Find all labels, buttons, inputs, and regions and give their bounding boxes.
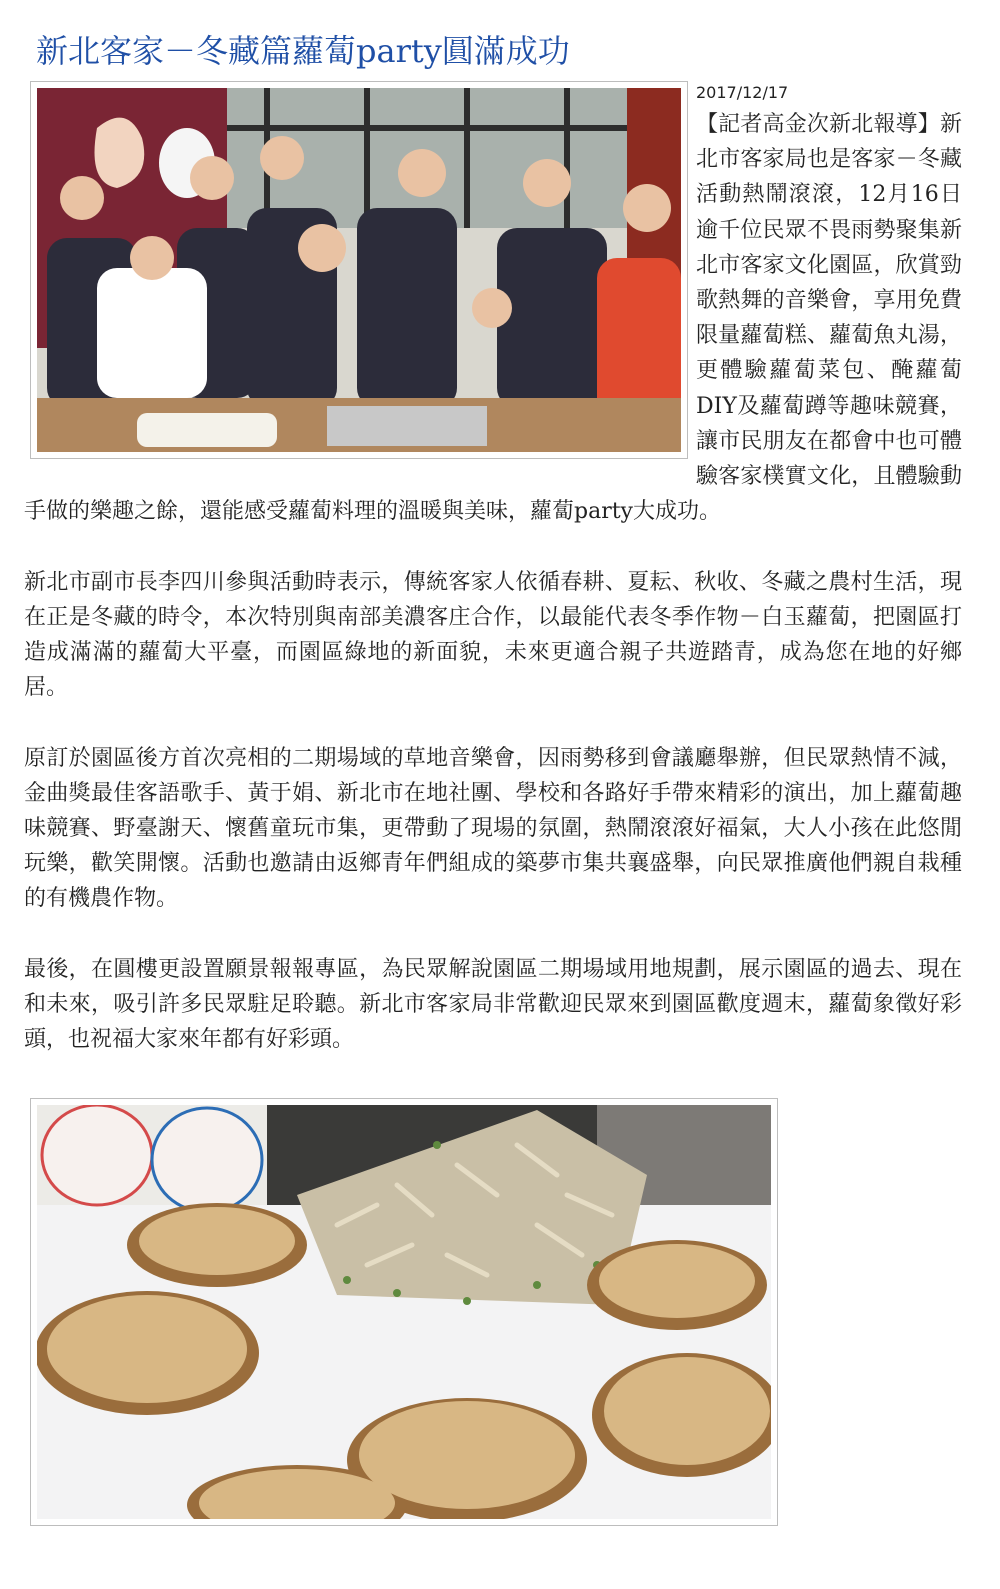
article-paragraph: 【記者高金次新北報導】新北市客家局也是客家－冬藏活動熱鬧滾滾，12月16日逾千位民眾不畏雨勢聚集新北市客家文化園區，欣賞勁歌熱舞的音樂會，享用免費限量蘿蔔糕、蘿蔔魚丸湯，更體驗蘿蔔菜包、醃蘿蔔DIY及蘿蔔蹲等趣味競賽，讓市民朋友在都會中也可體驗客家樸實文化，且體驗動手做的樂趣之餘，還能感受蘿蔔料理的溫暖與美味，蘿蔔party大成功。 — [24, 112, 962, 525]
article-body — [24, 82, 962, 1093]
article-paragraph: 最後，在圓樓更設置願景報報專區，為民眾解說園區二期場域用地規劃，展示園區的過去、現在和未來，吸引許多民眾駐足聆聽。新北市客家局非常歡迎民眾來到園區歡度週末，蘿蔔象徵好彩頭，也祝福大家來年都有好彩頭。 — [24, 956, 962, 1053]
article-paragraph: 原訂於園區後方首次亮相的二期場域的草地音樂會，因雨勢移到會議廳舉辦，但民眾熱情不減，金曲獎最佳客語歌手、黃于娟、新北市在地社團、學校和各路好手帶來精彩的演出，加上蘿蔔趣味競賽、野臺謝天、懷舊童玩市集，更帶動了現場的氛圍，熱鬧滾滾好福氣，大人小孩在此悠閒玩樂，歡笑開懷。活動也邀請由返鄉青年們組成的築夢市集共襄盛舉，向民眾推廣他們親自栽種的有機農作物。 — [24, 745, 962, 912]
article-title: 新北客家－冬藏篇蘿蔔party圓滿成功 — [36, 32, 570, 71]
radish-display-photo — [30, 1098, 778, 1526]
article-paragraph: 新北市副市長李四川參與活動時表示，傳統客家人依循春耕、夏耘、秋收、冬藏之農村生活，現在正是冬藏的時令，本次特別與南部美濃客庄合作，以最能代表冬季作物－白玉蘿蔔，把園區打造成滿滿的蘿蔔大平臺，而園區綠地的新面貌，未來更適合親子共遊踏青，成為您在地的好鄉居。 — [24, 569, 962, 701]
article-date: 2017/12/17 — [696, 83, 789, 102]
